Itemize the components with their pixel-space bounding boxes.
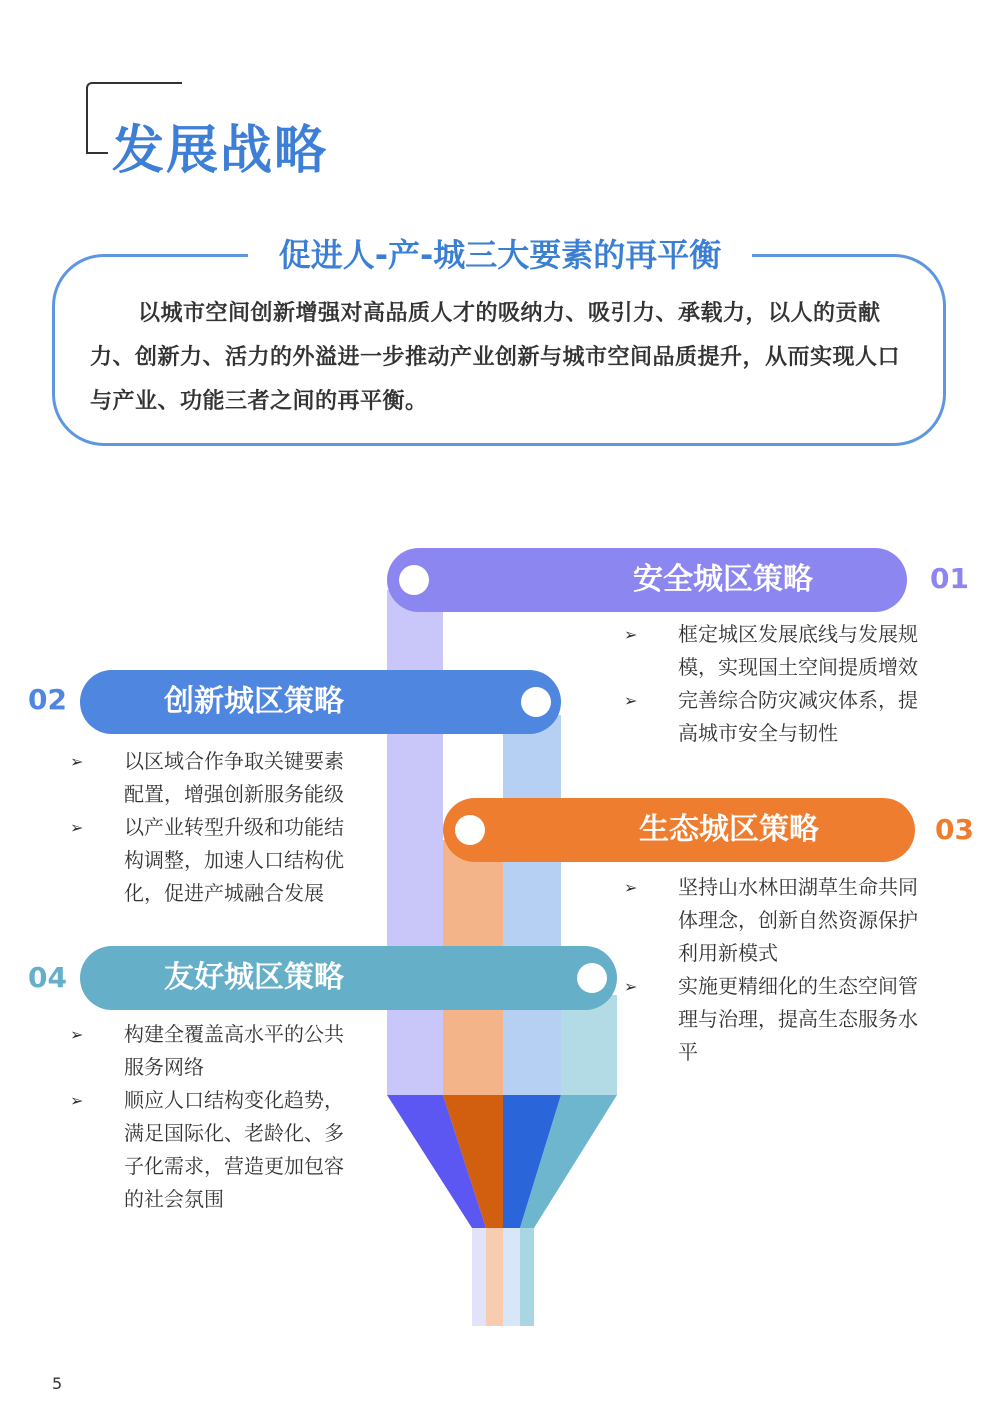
strategy-number-04: 04: [28, 961, 67, 994]
arrow-bullet-icon: ➢: [70, 1091, 84, 1110]
stem-teal: [520, 1228, 534, 1326]
pipe-teal: [561, 995, 617, 1095]
list-item: [624, 970, 934, 1069]
strategy-title-innovation: 创新城区策略: [164, 684, 344, 719]
list-item-text: 框定城区发展底线与发展规模，实现国土空间提质增效: [678, 622, 918, 679]
list-item: [624, 871, 934, 970]
strategy-title-ecology: 生态城区策略: [639, 812, 819, 847]
arrow-bullet-icon: ➢: [624, 878, 638, 897]
list-item: [624, 618, 934, 684]
stem-orange: [486, 1228, 503, 1326]
arrow-bullet-icon: ➢: [70, 818, 84, 837]
arrow-bullet-icon: ➢: [70, 752, 84, 771]
intro-heading: 促进人-产-城三大要素的再平衡: [278, 236, 722, 274]
page-title: 发展战略: [112, 121, 329, 181]
strategy-title-friendly: 友好城区策略: [164, 960, 344, 995]
arrow-bullet-icon: ➢: [624, 691, 638, 710]
list-item-text: 完善综合防灾减灾体系，提高城市安全与韧性: [678, 688, 918, 745]
pipe-purple: [387, 590, 443, 1095]
strategy-bar-safety: [387, 548, 907, 612]
strategy-list-friendly: [70, 1018, 360, 1216]
strategy-number-03: 03: [935, 813, 974, 846]
stem-blue: [503, 1228, 520, 1326]
list-item: [70, 1018, 360, 1084]
list-item: [70, 811, 360, 910]
intro-text: 以城市空间创新增强对高品质人才的吸纳力、吸引力、承载力，以人的贡献力、创新力、活力的外溢进一步推动产业创新与城市空间品质提升，从而实现人口与产业、功能三者之间的再平衡。: [90, 301, 901, 414]
strategy-title-safety: 安全城区策略: [633, 562, 813, 597]
list-item: [70, 745, 360, 811]
strategy-list-safety: [624, 618, 934, 750]
bar-dot: [521, 687, 551, 717]
stem-purple: [472, 1228, 486, 1326]
list-item: [70, 1084, 360, 1216]
list-item-text: 构建全覆盖高水平的公共服务网络: [124, 1022, 344, 1079]
strategy-bar-ecology: [443, 798, 915, 862]
strategy-number-01: 01: [930, 562, 969, 595]
strategy-number-02: 02: [28, 683, 67, 716]
list-item-text: 实施更精细化的生态空间管理与治理，提高生态服务水平: [678, 974, 918, 1064]
strategy-list-ecology: [624, 871, 934, 1069]
arrow-bullet-icon: ➢: [624, 977, 638, 996]
list-item: [624, 684, 934, 750]
bar-dot: [455, 815, 485, 845]
list-item-text: 以产业转型升级和功能结构调整，加速人口结构优化，促进产城融合发展: [124, 815, 344, 905]
list-item-text: 顺应人口结构变化趋势，满足国际化、老龄化、多子化需求，营造更加包容的社会氛围: [124, 1088, 344, 1211]
list-item-text: 坚持山水林田湖草生命共同体理念，创新自然资源保护利用新模式: [678, 875, 918, 965]
strategy-bar-innovation: [80, 670, 561, 734]
strategy-bar-friendly: [80, 946, 617, 1010]
list-item-text: 以区域合作争取关键要素配置，增强创新服务能级: [124, 749, 344, 806]
page-number: 5: [52, 1374, 63, 1393]
strategy-list-innovation: [70, 745, 360, 910]
bar-dot: [577, 963, 607, 993]
arrow-bullet-icon: ➢: [624, 625, 638, 644]
bar-dot: [399, 565, 429, 595]
pipe-blue: [503, 715, 561, 1095]
arrow-bullet-icon: ➢: [70, 1025, 84, 1044]
